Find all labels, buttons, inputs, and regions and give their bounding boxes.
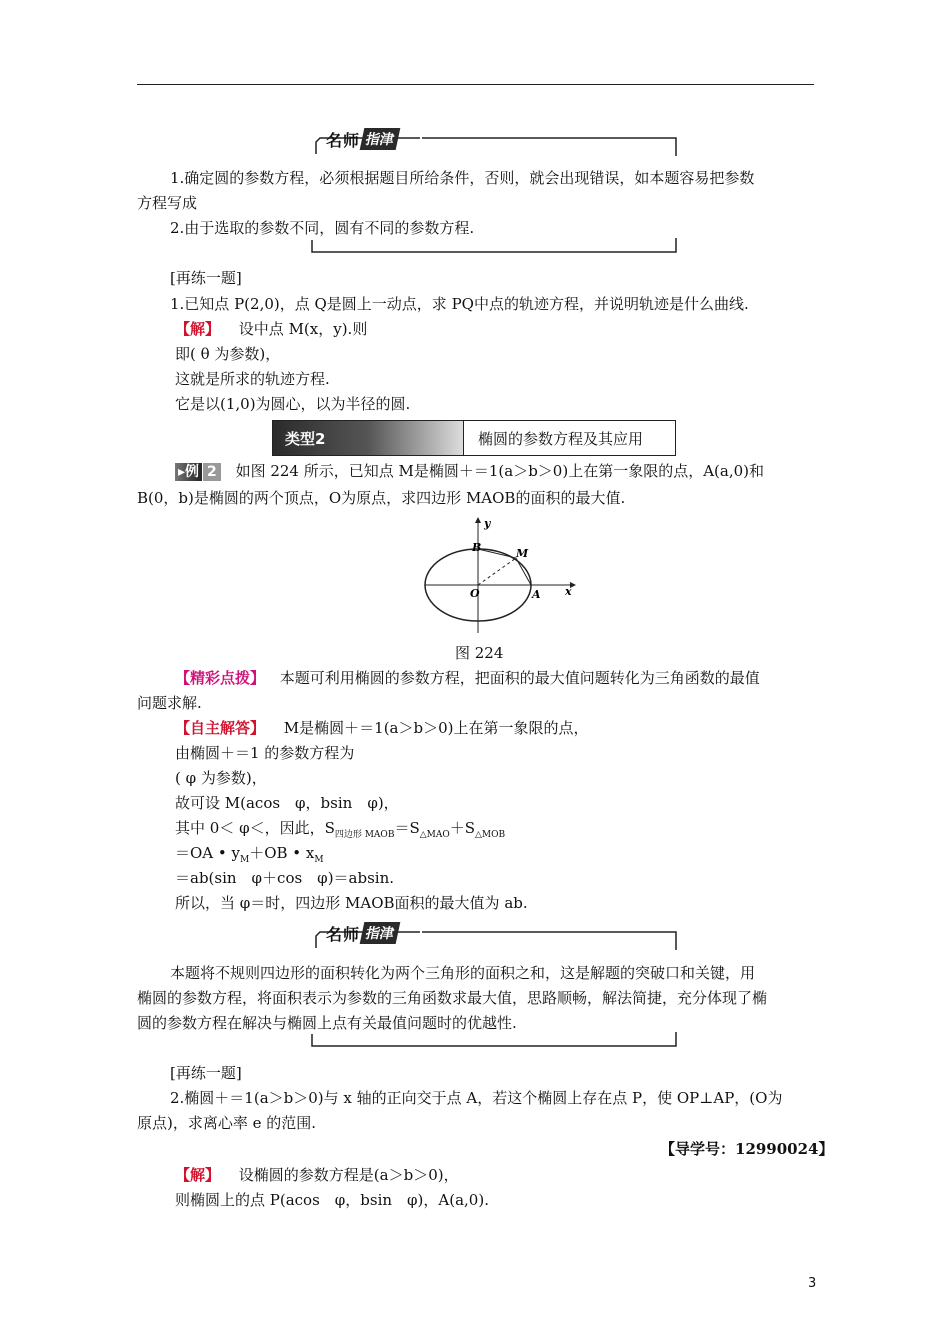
guide2-line-1: 本题将不规则四边形的面积转化为两个三角形的面积之和，这是解题的突破口和关键，用: [170, 964, 756, 982]
example-tag: ▸例: [175, 463, 202, 481]
guide2-line-2: 椭圆的参数方程，将面积表示为参数的三角函数求最大值，思路顺畅，解法简捷，充分体现了椭: [137, 989, 768, 1007]
solution-line-8: 所以，当 φ＝时，四边形 MAOB面积的最大值为 ab.: [175, 894, 528, 912]
type-title-cell: [463, 421, 675, 455]
ellipse-figure: [420, 515, 580, 635]
type-heading-box: [272, 420, 676, 456]
solution-line-1: [175, 718, 589, 738]
solution-line-5: 其中 0＜ φ＜，因此，$S_{四边形 MAOB}=S_{\triangle MAO}+S_{\triangle MOB}$: [175, 819, 506, 840]
practice2-line-2: 则椭圆上的点 P(acos φ，bsin φ)，A(a,0).: [175, 1191, 489, 1209]
point-b-label: B: [472, 541, 482, 554]
practice1-line-3: 这就是所求的轨迹方程.: [175, 370, 330, 388]
practice2-heading: [再练一题]: [170, 1064, 242, 1082]
example-line-1: [175, 461, 764, 481]
guide-number: 【导学号：12990024】: [660, 1140, 834, 1158]
practice1-solution-line: [175, 319, 367, 339]
hint-line-1: [175, 668, 760, 688]
y-axis-arrow: [475, 517, 481, 523]
practice2-solution-line: [175, 1165, 459, 1185]
solution-line-2: 由椭圆＋＝1 的参数方程为: [175, 744, 355, 762]
solution-line-4: 故可设 M(acos φ，bsin φ)，: [175, 794, 399, 812]
y-label: y: [484, 517, 491, 530]
header-rule: [137, 84, 814, 85]
guide1-line-1: 1.确定圆的参数方程，必须根据题目所给条件，否则，就会出现错误，如本题容易把参数: [170, 169, 755, 187]
guide1-line-3: 2.由于选取的参数不同，圆有不同的参数方程.: [170, 219, 475, 237]
example-number: 2: [203, 463, 221, 481]
practice2-question-1: 2.椭圆＋＝1(a＞b＞0)与 x 轴的正向交于点 A，若这个椭圆上存在点 P，使 OP⊥AP，(O为: [170, 1089, 783, 1107]
solution-text-1: M是椭圆＋＝1(a＞b＞0)上在第一象限的点，: [283, 719, 589, 737]
type-label-cell: [273, 421, 463, 455]
practice1-heading: [再练一题]: [170, 269, 242, 287]
teacher-guide-label-2: 名师: [326, 924, 361, 944]
solution-tag: 【解】: [175, 320, 221, 338]
practice1-line-2: 即( θ 为参数)，: [175, 345, 281, 363]
type-title: 椭圆的参数方程及其应用: [478, 430, 644, 448]
practice1-line-4: 它是以(1,0)为圆心，以为半径的圆.: [175, 395, 411, 413]
type-label: 类型2: [285, 430, 326, 448]
solution-line-3: ( φ 为参数)，: [175, 769, 267, 787]
solution-line-7: ＝ab(sin φ＋cos φ)＝absin.: [175, 869, 395, 887]
point-o-label: O: [470, 587, 480, 600]
teacher-guide-badge-2: 指津: [360, 922, 401, 944]
guide2-line-3: 圆的参数方程在解决与椭圆上点有关最值问题时的优越性.: [137, 1014, 517, 1032]
example-line-2: B(0，b)是椭圆的两个顶点，O为原点，求四边形 MAOB的面积的最大值.: [137, 489, 626, 507]
practice2-solution-text: 设椭圆的参数方程是(a＞b＞0)，: [238, 1166, 459, 1184]
figure-caption: 图 224: [455, 644, 504, 662]
point-a-label: A: [532, 588, 541, 601]
hint-text-1: 本题可利用椭圆的参数方程，把面积的最大值问题转化为三角函数的最值: [279, 669, 760, 687]
practice2-question-2: 原点)，求离心率 e 的范围.: [137, 1114, 317, 1132]
solution-line-6: ＝OA • $y_M+OB$ • $x_M$: [175, 844, 324, 865]
point-m-label: M: [516, 547, 529, 560]
guide1-line-2: 方程写成: [137, 194, 198, 212]
om-segment: [478, 558, 516, 585]
teacher-guide-label: 名师: [326, 130, 361, 150]
teacher-guide-tag-1: [326, 127, 398, 151]
hint-tag: 【精彩点拨】: [175, 669, 266, 687]
page-number: 3: [808, 1276, 817, 1291]
practice1-solution-text: 设中点 M(x，y).则: [238, 320, 368, 338]
x-label: x: [565, 585, 572, 598]
solution-self-tag: 【自主解答】: [175, 719, 266, 737]
solution-tag-2: 【解】: [175, 1166, 221, 1184]
hint-line-2: 问题求解.: [137, 694, 202, 712]
practice1-question: 1.已知点 P(2,0)，点 Q是圆上一动点，求 PQ中点的轨迹方程，并说明轨迹是什么曲线.: [170, 295, 749, 313]
teacher-guide-tag-2: [326, 921, 398, 945]
teacher-guide-badge: 指津: [360, 128, 401, 150]
example-text-1: 如图 224 所示，已知点 M是椭圆＋＝1(a＞b＞0)上在第一象限的点，A(a,0)和: [235, 462, 764, 480]
